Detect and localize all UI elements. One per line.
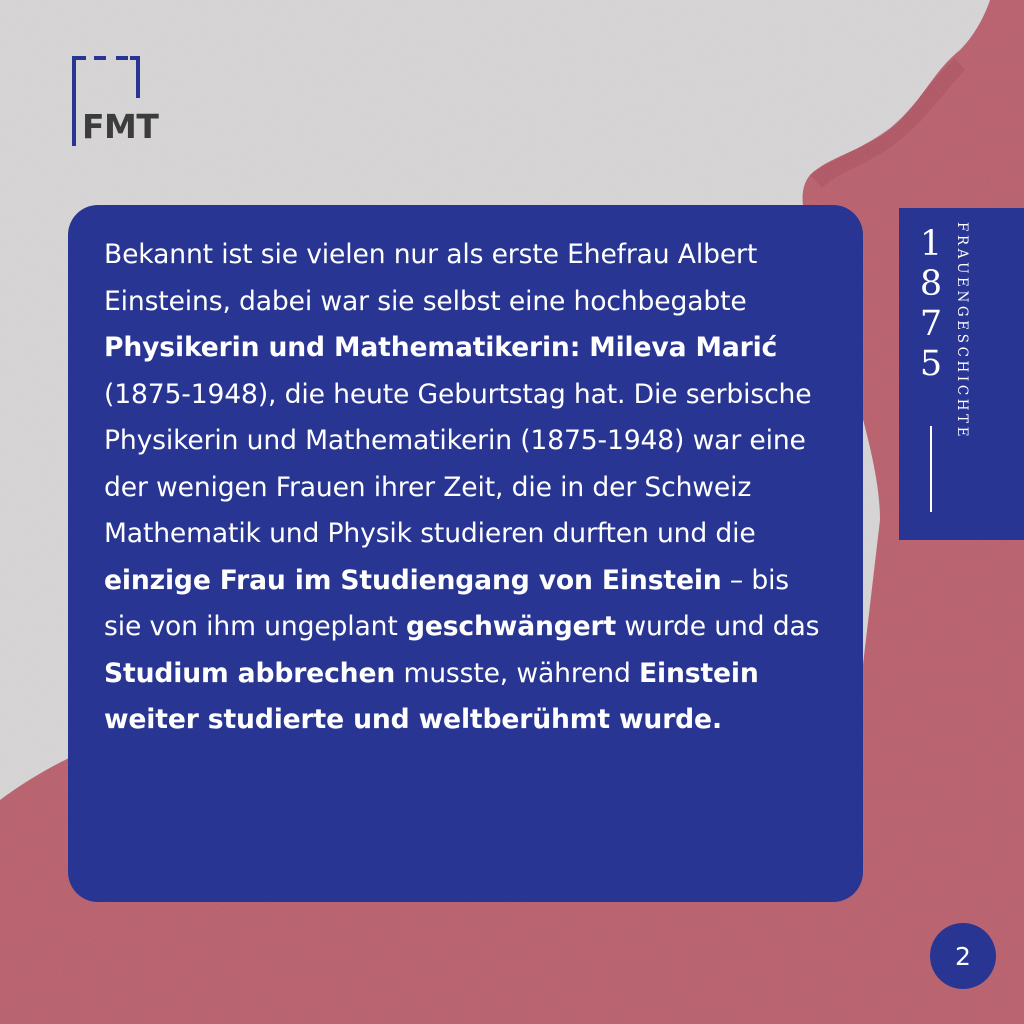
year-digit: 8 bbox=[919, 264, 943, 304]
card-paragraph bbox=[104, 232, 827, 744]
year-digits bbox=[917, 224, 945, 384]
year-digit: 1 bbox=[919, 224, 943, 264]
fmt-logo bbox=[72, 56, 172, 148]
page-number-badge: 2 bbox=[930, 923, 996, 989]
logo-text: FMT bbox=[82, 107, 159, 146]
text-segment-bold: einzige Frau im Studiengang von Einstein bbox=[104, 564, 722, 596]
text-segment-bold: Studium abbrechen bbox=[104, 657, 396, 689]
tag-divider bbox=[930, 426, 932, 512]
tag-label-text: FRAUENGESCHICHTE bbox=[954, 222, 970, 441]
text-segment-bold: Physikerin und Mathematikerin: Mileva Marić bbox=[104, 332, 778, 363]
text-segment: wurde und das bbox=[616, 611, 820, 642]
text-segment: (1875-1948), die heute Geburtstag hat. Die serbische Physikerin und Mathematikerin (1875-1948) war eine der wenigen Frauen ihrer Zeit, die in der Schweiz Mathematik und Physik studieren durften und die bbox=[104, 378, 812, 549]
year-digit: 5 bbox=[919, 344, 943, 384]
text-card bbox=[68, 205, 863, 902]
text-segment-bold: geschwängert bbox=[405, 611, 617, 642]
year-tag bbox=[899, 208, 1024, 540]
text-segment: Bekannt ist sie vielen nur als erste Ehefrau Albert Einsteins, dabei war sie selbst eine hochbegabte bbox=[104, 239, 758, 317]
text-segment-bold: Einstein weiter studierte und weltberühmt wurde. bbox=[104, 657, 759, 735]
text-segment: musste, während bbox=[395, 657, 640, 689]
year-digit: 7 bbox=[919, 304, 943, 344]
text-segment: – bis sie von ihm ungeplant bbox=[104, 564, 790, 642]
